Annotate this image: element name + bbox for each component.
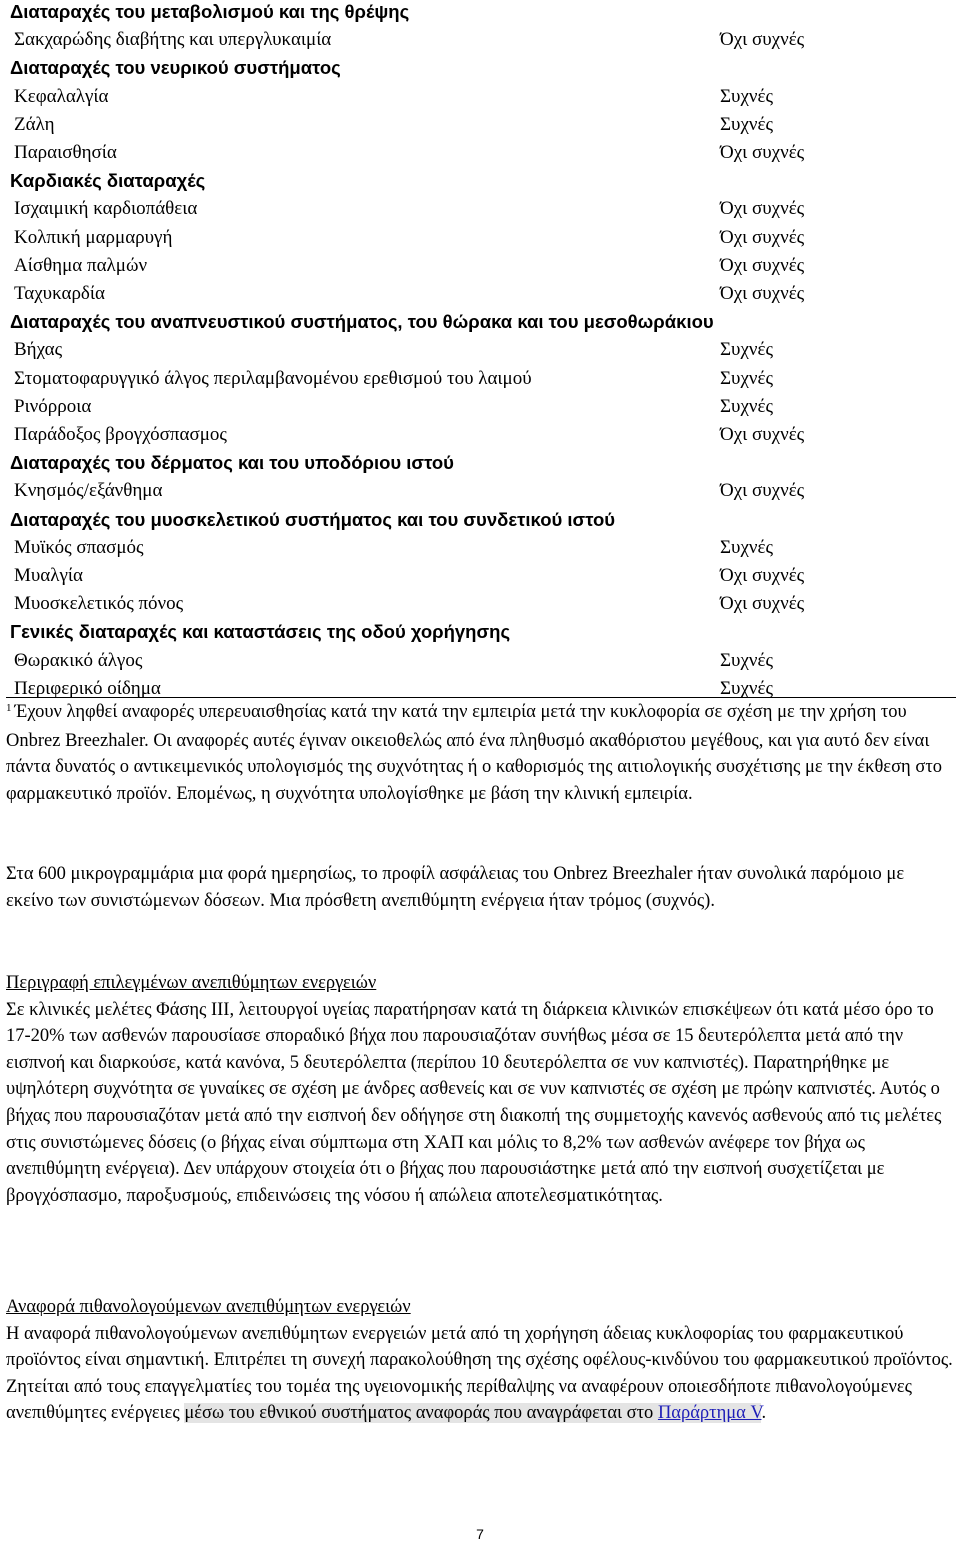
reaction-label: Κνησμός/εξάνθημα bbox=[14, 480, 163, 502]
table-row bbox=[0, 393, 960, 421]
frequency-value: Συχνές bbox=[720, 395, 773, 417]
table-bottom-rule bbox=[6, 697, 956, 698]
section-heading: Αναφορά πιθανολογούμενων ανεπιθύμητων ενεργειών bbox=[6, 1297, 411, 1317]
table-row bbox=[0, 477, 960, 505]
reaction-label: Μυοσκελετικός πόνος bbox=[14, 593, 184, 615]
reaction-label: Στοματοφαρυγγικό άλγος περιλαμβανομένου ερεθισμού του λαιμού bbox=[14, 367, 532, 389]
category-label: Διαταραχές του αναπνευστικού συστήματος, του θώρακα και του μεσοθωράκιου bbox=[10, 311, 714, 333]
category-label: Γενικές διαταραχές και καταστάσεις της οδού χορήγησης bbox=[10, 621, 511, 643]
reaction-label: Παραισθησία bbox=[14, 142, 117, 163]
table-row bbox=[0, 562, 960, 590]
frequency-value: Συχνές bbox=[720, 113, 773, 135]
frequency-value: Συχνές bbox=[720, 339, 773, 361]
section-reporting bbox=[6, 1294, 954, 1427]
table-row bbox=[0, 421, 960, 449]
table-row bbox=[0, 26, 960, 54]
frequency-value: Όχι συχνές bbox=[720, 593, 805, 615]
table-row bbox=[0, 83, 960, 111]
reaction-label: Βήχας bbox=[14, 339, 63, 361]
frequency-value: Όχι συχνές bbox=[720, 283, 805, 304]
category-label: Διαταραχές του μεταβολισμού και της θρέψης bbox=[10, 1, 410, 22]
reaction-label: Περιφερικό οίδημα bbox=[14, 677, 161, 699]
frequency-value: Συχνές bbox=[720, 677, 773, 699]
category-label: Καρδιακές διαταραχές bbox=[10, 170, 206, 192]
table-row bbox=[0, 139, 960, 167]
table-row bbox=[0, 647, 960, 675]
footnote-marker: 1 bbox=[6, 702, 12, 714]
table-row bbox=[0, 336, 960, 364]
table-row bbox=[0, 590, 960, 618]
footnote bbox=[6, 699, 954, 807]
table-category-row bbox=[0, 506, 960, 534]
sentence-end: . bbox=[761, 1403, 767, 1424]
table-row bbox=[0, 111, 960, 139]
table-row bbox=[0, 280, 960, 308]
frequency-value: Όχι συχνές bbox=[720, 29, 805, 51]
frequency-value: Όχι συχνές bbox=[720, 226, 805, 248]
paragraph-600-micrograms: Στα 600 μικρογραμμάρια μια φορά ημερησίως, το προφίλ ασφάλειας του Onbrez Breezhaler ήταν συνολικά παρόμοιο με εκείνο των συνιστώμενων δόσεων. Μια πρόσθετη ανεπιθύμητη ενέργεια ήταν τρόμος (συχνός). bbox=[6, 864, 905, 911]
highlighted-text-content: μέσω του εθνικού συστήματος αναφοράς που αναγράφεται στο bbox=[184, 1403, 654, 1424]
table-row bbox=[0, 195, 960, 223]
frequency-value: Όχι συχνές bbox=[720, 198, 805, 220]
reaction-label: Κολπική μαρμαρυγή bbox=[14, 226, 173, 248]
category-label: Διαταραχές του νευρικού συστήματος bbox=[10, 57, 341, 79]
reaction-label: Ταχυκαρδία bbox=[14, 283, 105, 304]
table-category-row bbox=[0, 167, 960, 195]
reaction-label: Κεφαλαλγία bbox=[14, 85, 109, 107]
frequency-value: Όχι συχνές bbox=[720, 142, 805, 163]
frequency-value: Συχνές bbox=[720, 536, 773, 558]
reaction-label: Σακχαρώδης διαβήτης και υπεργλυκαιμία bbox=[14, 29, 332, 51]
reaction-label: Θωρακικό άλγος bbox=[14, 649, 143, 671]
table-category-row bbox=[0, 618, 960, 646]
appendix-v-link[interactable]: Παράρτημα V bbox=[657, 1403, 762, 1424]
reaction-label: Αίσθημα παλμών bbox=[14, 254, 148, 276]
frequency-value: Όχι συχνές bbox=[720, 424, 805, 445]
reaction-label: Παράδοξος βρογχόσπασμος bbox=[14, 424, 227, 445]
table-row bbox=[0, 365, 960, 393]
footnote-text: Έχουν ληφθεί αναφορές υπερευαισθησίας κατά την κατά την εμπειρία μετά την κυκλοφορία σε σχέση με την χρήση του Onbrez Breezhaler. Οι αναφορές αυτές έγιναν οικειοθελώς από ένα πληθυσμό ακαθόριστου μεγέθους, και για αυτό δεν είναι πάντα δυνατός ο αντικειμενικός υπολογισμός της συχνότητας ή ο καθορισμός της αιτιολογικής συσχέτισης με την έκθεση στο φαρμακευτικό προϊόν. Επομένως, η συχνότητα υπολογίσθηκε με βάση την κλινική εμπειρία. bbox=[6, 702, 943, 804]
section-selected-adverse-reactions bbox=[6, 970, 954, 1209]
frequency-value: Όχι συχνές bbox=[720, 254, 805, 276]
section-text: Σε κλινικές μελέτες Φάσης ΙΙΙ, λειτουργοί υγείας παρατήρησαν κατά τη διάρκεια κλινικών επισκέψεων ότι κατά μέσο όρο το 17-20% των ασθενών παρουσίασε σποραδικό βήχα που παρουσιαζόταν συνήθως μέσα σε 15 δευτερόλεπτα μετά από την εισπνοή και διαρκούσε, κατά κανόνα, 5 δευτερόλεπτα (περίπου 10 δευτερόλεπτα σε νυν καπνιστές). Παρατηρήθηκε με υψηλότερη συχνότητα σε γυναίκες σε σχέση με άνδρες ασθενείς και σε νυν καπνιστές σε σχέση με πρώην καπνιστές. Αυτός ο βήχας που παρουσιαζόταν μετά από την εισπνοή δεν οδήγησε στη διακοπή της συμμετοχής κανενός ασθενούς από τις μελέτες στις συνιστώμενες δόσεις (ο βήχας είναι σύμπτωμα στη ΧΑΠ και μόλις το 8,2% των ασθενών ανέφερε τον βήχα ως ανεπιθύμητη ενέργεια). Δεν υπάρχουν στοιχεία ότι ο βήχας που παρουσιάστηκε μετά από την εισπνοή συσχετίζεται με βρογχόσπασμο, παροξυσμούς, επιδεινώσεις της νόσου ή απώλεια αποτελεσματικότητας. bbox=[6, 999, 942, 1206]
section-text: Η αναφορά πιθανολογούμενων ανεπιθύμητων ενεργειών μετά από τη χορήγηση άδειας κυκλοφορίας του φαρμακευτικού προϊόντος είναι σημαντική. Επιτρέπει τη συνεχή παρακολούθηση της σχέσης οφέλους-κινδύνου του φαρμακευτικού προϊόντος. Ζητείται από τους επαγγελματίες του τομέα της υγειονομικής περίθαλψης να αναφέρουν οποιεσδήποτε πιθανολογούμενες ανεπιθύμητες ενέργειες bbox=[6, 1323, 953, 1424]
category-label: Διαταραχές του δέρματος και του υποδόριου ιστού bbox=[10, 452, 454, 474]
table-row bbox=[0, 252, 960, 280]
category-label: Διαταραχές του μυοσκελετικού συστήματος και του συνδετικού ιστού bbox=[10, 508, 616, 530]
table-category-row bbox=[0, 0, 960, 26]
table-category-row bbox=[0, 54, 960, 82]
frequency-value: Όχι συχνές bbox=[720, 480, 805, 502]
table-category-row bbox=[0, 308, 960, 336]
section-heading: Περιγραφή επιλεγμένων ανεπιθύμητων ενεργειών bbox=[6, 973, 377, 993]
reaction-label: Ισχαιμική καρδιοπάθεια bbox=[14, 198, 198, 220]
reaction-label: Μυϊκός σπασμός bbox=[14, 536, 144, 558]
page-number: 7 bbox=[476, 1526, 484, 1542]
table-row bbox=[0, 224, 960, 252]
frequency-value: Όχι συχνές bbox=[720, 565, 805, 586]
reaction-label: Ρινόρροια bbox=[14, 395, 92, 417]
highlighted-text bbox=[184, 1403, 761, 1423]
table-row bbox=[0, 534, 960, 562]
table-category-row bbox=[0, 449, 960, 477]
frequency-value: Συχνές bbox=[720, 85, 773, 107]
frequency-value: Συχνές bbox=[720, 649, 773, 671]
frequency-value: Συχνές bbox=[720, 367, 773, 389]
reaction-label: Μυαλγία bbox=[14, 565, 83, 586]
reaction-label: Ζάλη bbox=[14, 113, 55, 135]
